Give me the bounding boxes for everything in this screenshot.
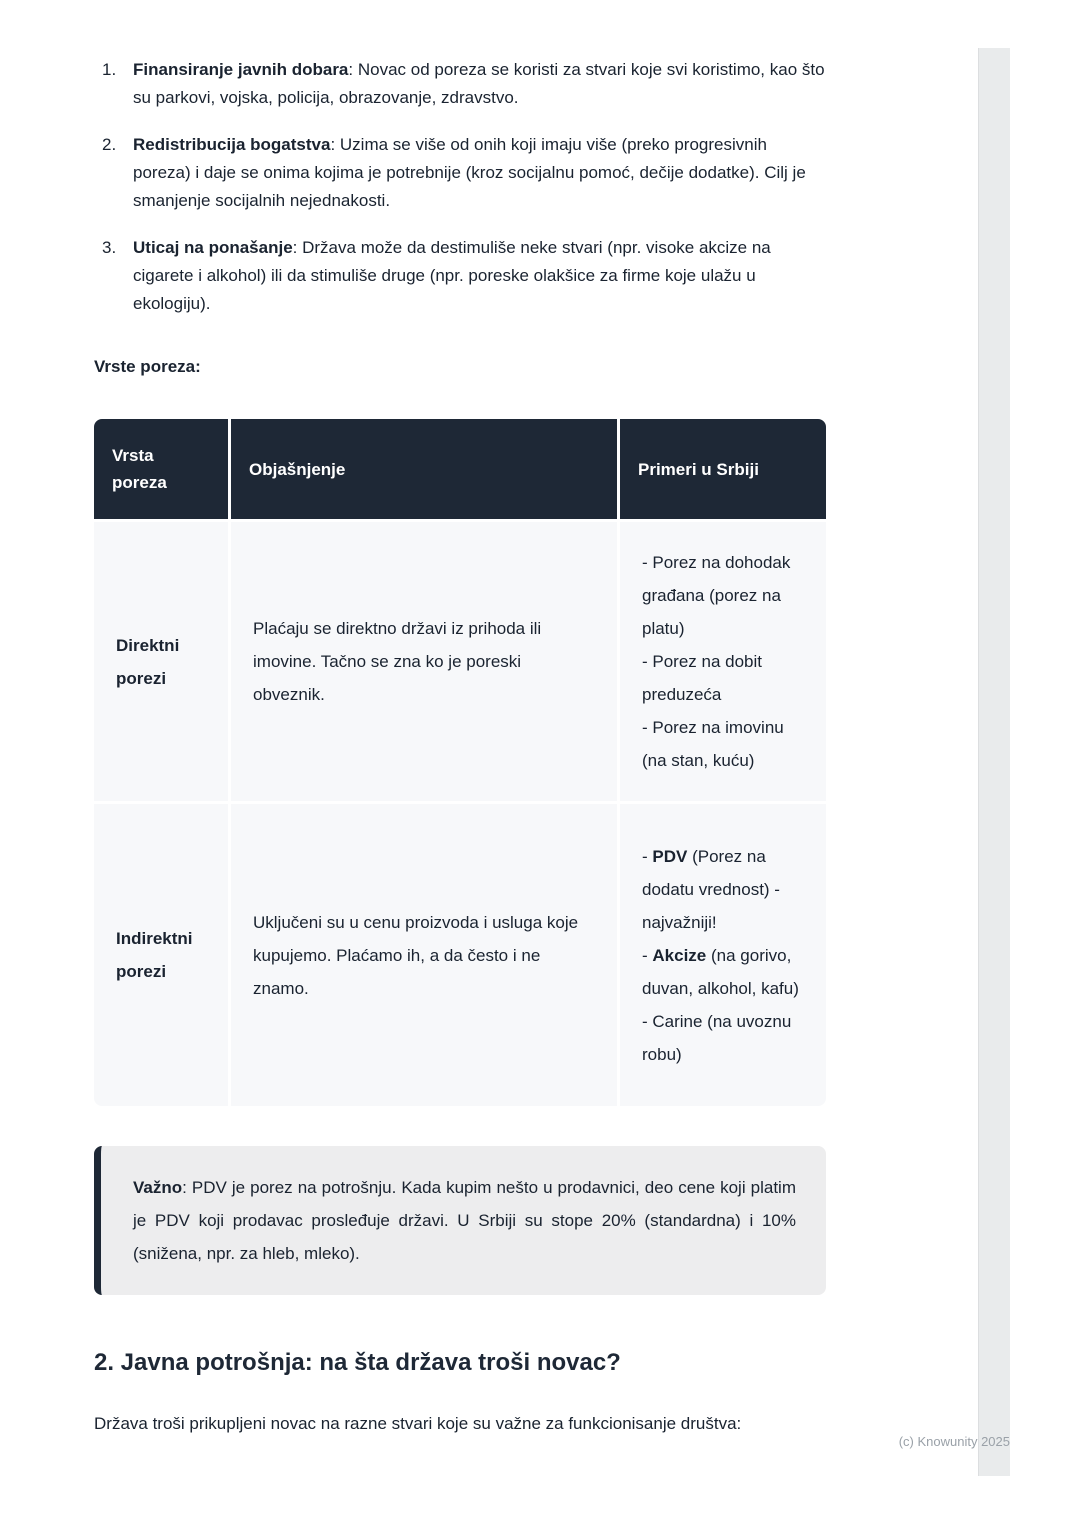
list-item-uticaj xyxy=(102,234,826,318)
list-number: 2. xyxy=(102,135,117,154)
list-item-text xyxy=(133,234,826,318)
list-item-title: Uticaj na ponašanje xyxy=(133,238,293,257)
example-line: - PDV (Porez na dodatu vrednost) - najvažniji! xyxy=(642,846,780,932)
section-intro-paragraph: Država troši prikupljeni novac na razne stvari koje su važne za funkcionisanje društva: xyxy=(94,1414,742,1433)
table-cell-explanation-direktni: Plaćaju se direktno državi iz prihoda ili imovine. Tačno se zna ko je poreski obveznik. xyxy=(231,522,617,801)
tax-types-table xyxy=(94,419,826,1106)
callout-title: Važno xyxy=(133,1178,183,1197)
list-number: 3. xyxy=(102,238,117,257)
footer-credit: (c) Knowunity 2025 xyxy=(898,1434,1010,1449)
important-callout xyxy=(94,1146,826,1295)
example-line: - Porez na imovinu (na stan, kuću) xyxy=(642,718,784,770)
list-item-body: : Uzima se više od onih koji imaju više (preko progresivnih poreza) i daje se onima kojima je potrebnije (kroz socijalnu pomoć, dečije dodatke). Cilj je smanjenje socijalnih nejednakosti. xyxy=(133,135,806,210)
example-line: - Porez na dohodak građana (porez na platu) xyxy=(642,553,791,638)
list-number: 1. xyxy=(102,60,117,79)
example-line: - Akcize (na gorivo, duvan, alkohol, kafu) xyxy=(642,945,799,998)
types-heading: Vrste poreza: xyxy=(94,357,201,376)
scrollbar[interactable] xyxy=(978,48,1010,1476)
list-item-finansiranje xyxy=(102,56,826,112)
table-cell-type-direktni: Direktni porezi xyxy=(94,522,228,801)
table-header-primeri: Primeri u Srbiji xyxy=(620,419,826,519)
table-cell-explanation-indirektni: Uključeni su u cenu proizvoda i usluga koje kupujemo. Plaćamo ih, a da često i ne znamo. xyxy=(231,804,617,1106)
table-cell-examples-indirektni xyxy=(620,804,826,1106)
table-header-objasnjenje: Objašnjenje xyxy=(231,419,617,519)
section-heading-javna-potrosnja: 2. Javna potrošnja: na šta država troši novac? xyxy=(94,1349,621,1376)
list-item-title: Redistribucija bogatstva xyxy=(133,135,331,154)
list-item-redistribucija xyxy=(102,131,826,215)
list-item-title: Finansiranje javnih dobara xyxy=(133,60,349,79)
example-line: - Carine (na uvoznu robu) xyxy=(642,1011,792,1064)
table-header-vrsta: Vrsta poreza xyxy=(94,419,228,519)
table-cell-type-indirektni: Indirektni porezi xyxy=(94,804,228,1106)
table-cell-examples-direktni xyxy=(620,522,826,801)
example-line: - Porez na dobit preduzeća xyxy=(642,652,763,704)
list-item-body: : Država može da destimuliše neke stvari (npr. visoke akcize na cigarete i alkohol) ili da stimuliše druge (npr. poreske olakšice za firme koje ulažu u ekologiju). xyxy=(133,238,771,313)
list-item-body: : Novac od poreza se koristi za stvari koje svi koristimo, kao što su parkovi, vojska, policija, obrazovanje, zdravstvo. xyxy=(133,60,825,107)
list-item-text xyxy=(133,131,826,215)
document-content xyxy=(94,56,826,1440)
callout-text: : PDV je porez na potrošnju. Kada kupim nešto u prodavnici, deo cene koji platim je PDV koji prodavac prosleđuje državi. U Srbiji su stope 20% (standardna) i 10% (snižena, npr. za hleb, mleko). xyxy=(133,1178,796,1263)
list-item-text xyxy=(133,56,826,112)
intro-list xyxy=(94,56,826,318)
